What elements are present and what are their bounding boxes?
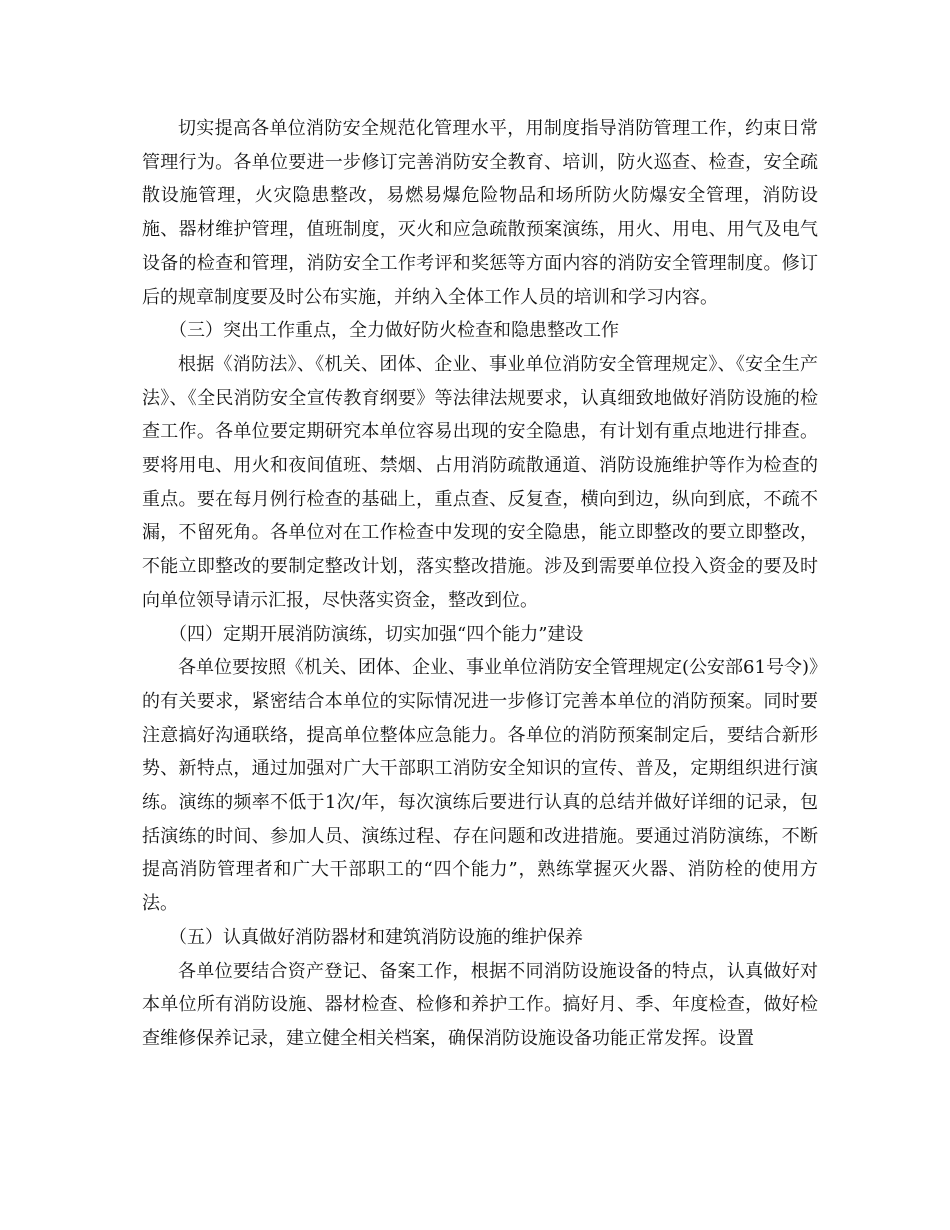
heading-section-5: （五）认真做好消防器材和建筑消防设施的维护保养 — [169, 926, 583, 948]
paragraph-rules: 切实提高各单位消防安全规范化管理水平，用制度指导消防管理工作，约束日常管理行为。各单位要进一步修订完善消防安全教育、培训，防火巡查、检查，安全疏散设施管理，火灾隐患整改，易燃易爆危险物品和场所防火防爆安全管理，消防设施、器材维护管理，值班制度，灭火和应急疏散预案演练，用火、用电、用气及电气设备的检查和管理，消防安全工作考评和奖惩等方面内容的消防安全管理制度。修订后的规章制度要及时公布实施，并纳入全体工作人员的培训和学习内容。 — [142, 118, 818, 308]
heading-section-4: （四）定期开展消防演练，切实加强“四个能力”建设 — [169, 623, 584, 645]
paragraph-inspection: 根据《消防法》、《机关、团体、企业、事业单位消防安全管理规定》、《安全生产法》、《全民消防安全宣传教育纲要》等法律法规要求，认真细致地做好消防设施的检查工作。各单位要定期研究本单位容易出现的安全隐患，有计划有重点地进行排查。要将用电、用火和夜间值班、禁烟、占用消防疏散通道、消防设施维护等作为检查的重点。要在每月例行检查的基础上，重点查、反复查，横向到边，纵向到底，不疏不漏，不留死角。各单位对在工作检查中发现的安全隐患，能立即整改的要立即整改，不能立即整改的要制定整改计划，落实整改措施。涉及到需要单位投入资金的要及时向单位领导请示汇报，尽快落实资金，整改到位。 — [142, 353, 818, 611]
heading-section-3: （三）突出工作重点，全力做好防火检查和隐患整改工作 — [169, 320, 619, 342]
paragraph-maintenance: 各单位要结合资产登记、备案工作，根据不同消防设施设备的特点，认真做好对本单位所有消防设施、器材检查、检修和养护工作。搞好月、季、年度检查，做好检查维修保养记录，建立健全相关档案，确保消防设施设备功能正常发挥。设置 — [142, 960, 818, 1049]
document-page — [142, 112, 818, 1056]
paragraph-drills: 各单位要按照《机关、团体、企业、事业单位消防安全管理规定(公安部61号令)》的有关要求，紧密结合本单位的实际情况进一步修订完善本单位的消防预案。同时要注意搞好沟通联络，提高单位整体应急能力。各单位的消防预案制定后，要结合新形势、新特点，通过加强对广大干部职工消防安全知识的宣传、普及，定期组织进行演练。演练的频率不低于1次/年，每次演练后要进行认真的总结并做好详细的记录，包括演练的时间、参加人员、演练过程、存在问题和改进措施。要通过消防演练，不断提高消防管理者和广大干部职工的“四个能力”，熟练掌握灭火器、消防栓的使用方法。 — [142, 657, 818, 915]
